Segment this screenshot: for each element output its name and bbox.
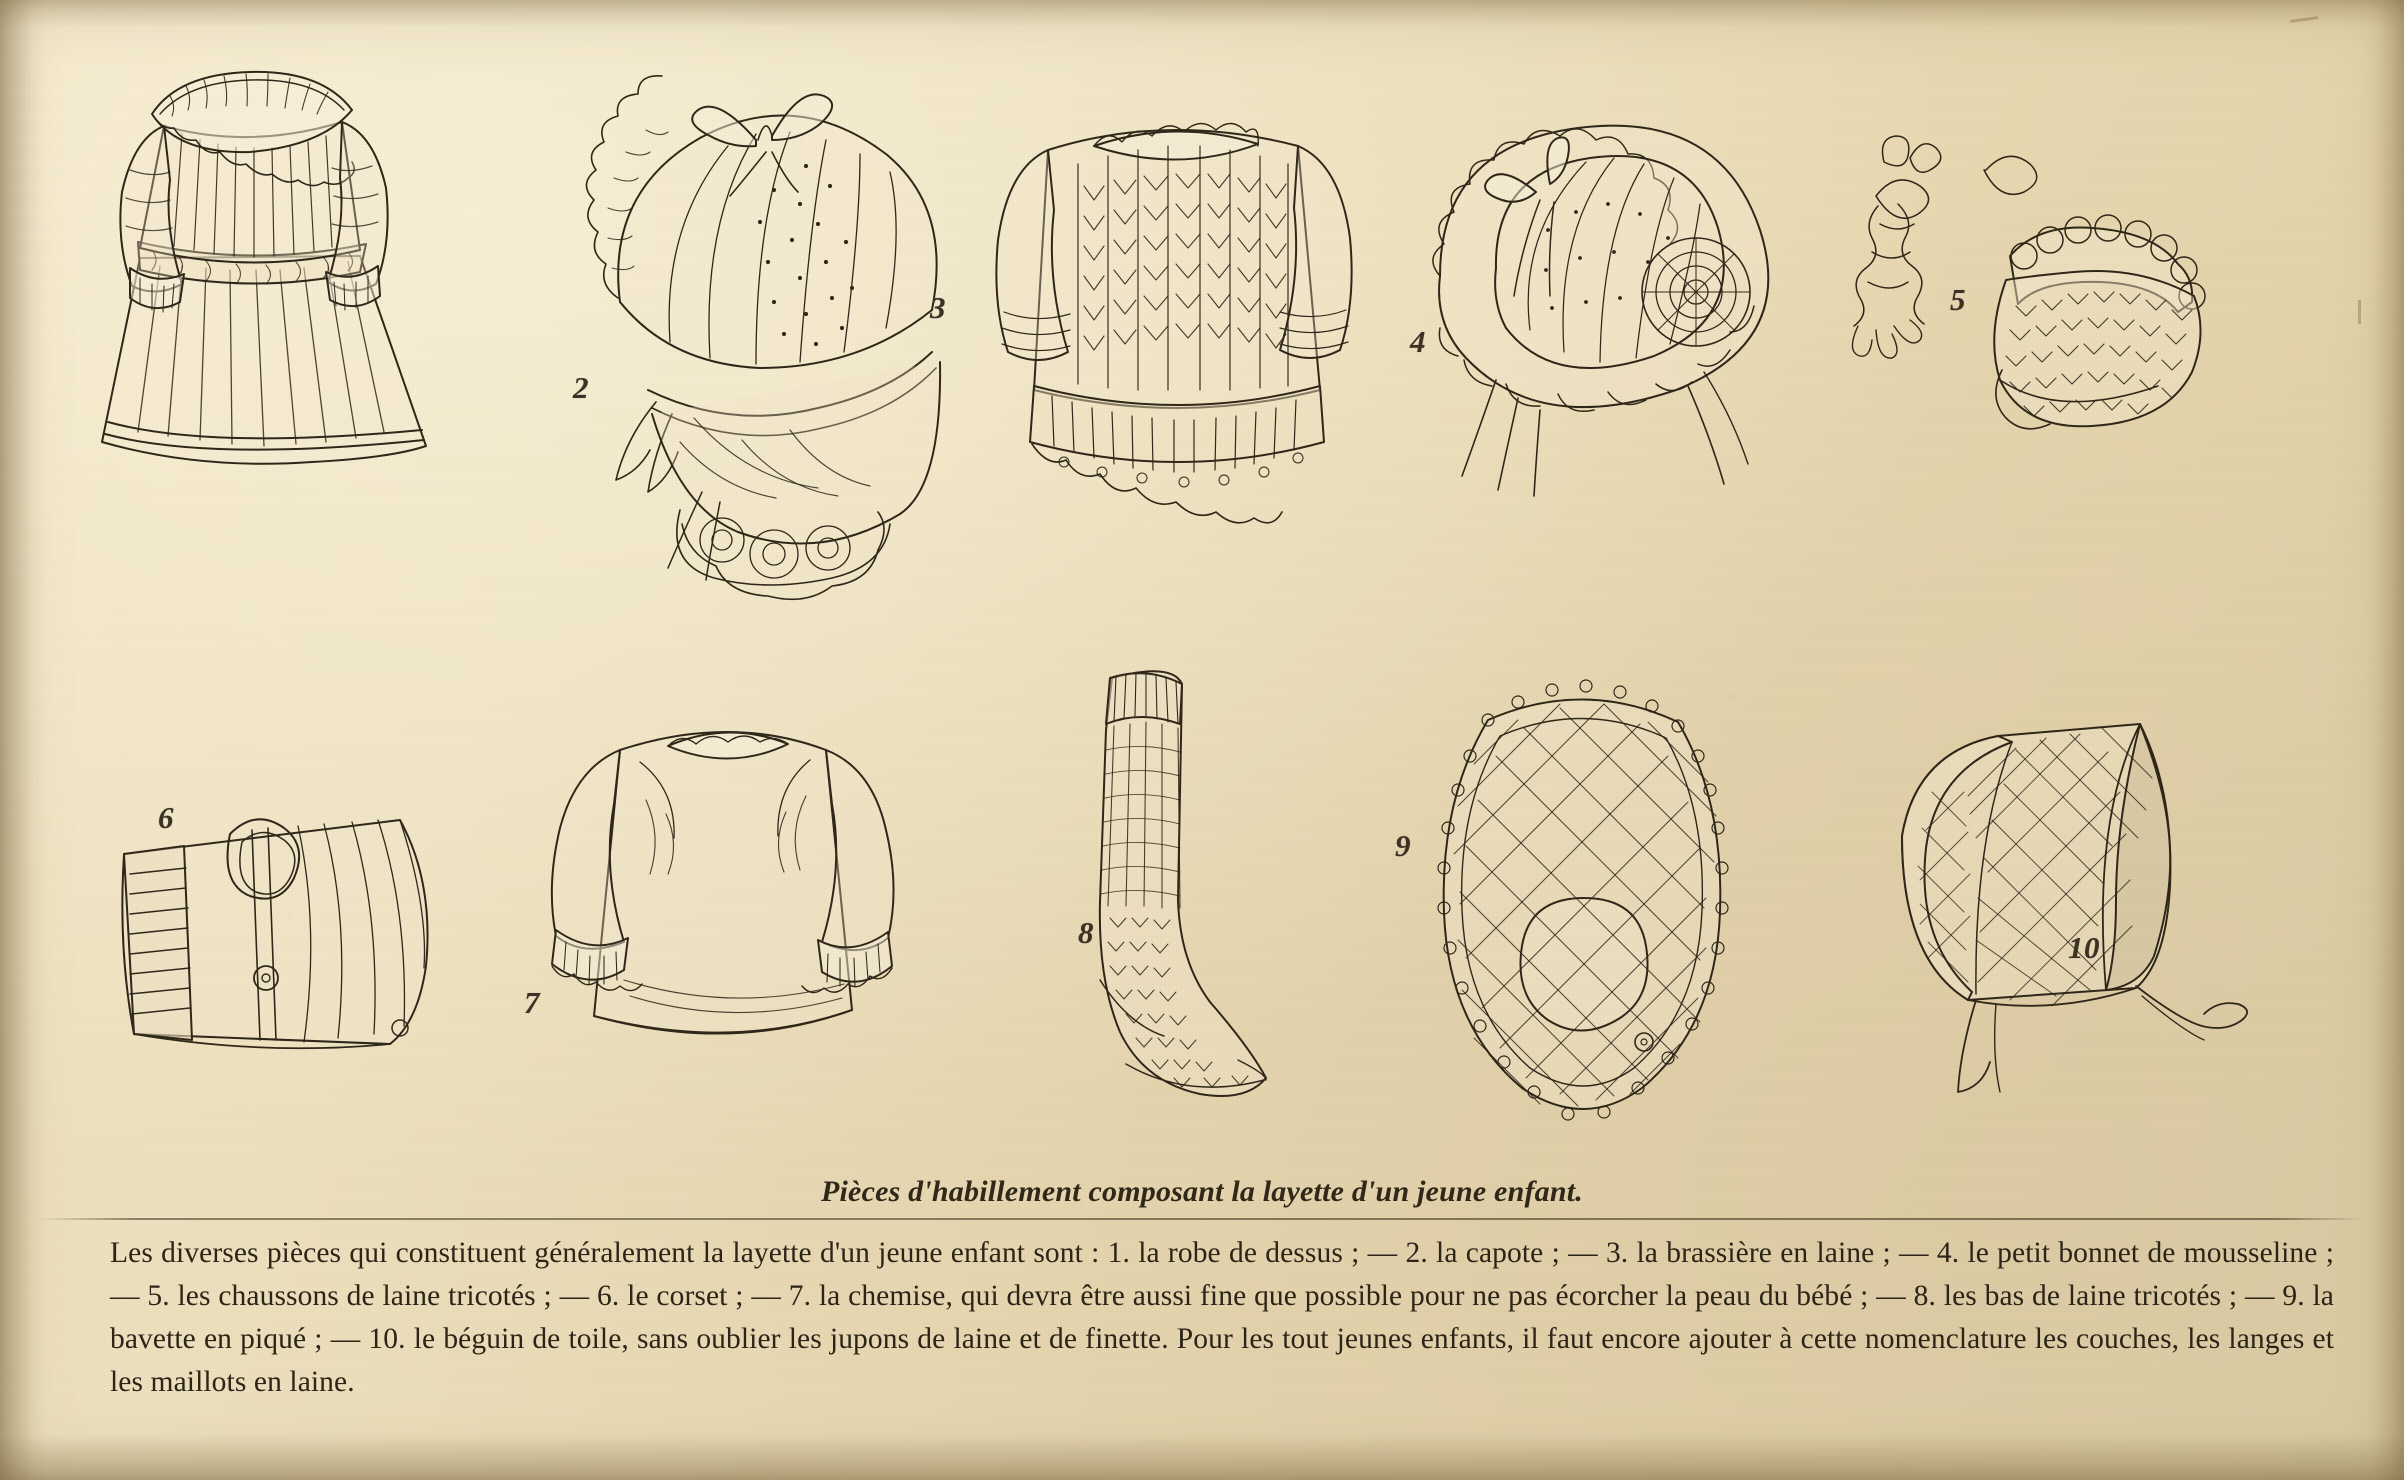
- figure-number-10: 10: [2068, 930, 2100, 965]
- figure-number-3: 3: [930, 290, 946, 325]
- plate-caption: Pièces d'habillement composant la layette d'un jeune enfant.: [821, 1175, 1583, 1208]
- figure-chaussons-de-laine: [1810, 130, 2230, 460]
- figure-number-4: 4: [1410, 324, 1426, 359]
- figure-brassiere-en-laine: [968, 90, 1388, 540]
- figure-bavette-en-pique: [1400, 660, 1770, 1150]
- figure-beguin-de-toile: [1840, 700, 2270, 1120]
- figure-capote: [560, 62, 1000, 632]
- figure-number-2: 2: [573, 370, 589, 405]
- figure-petit-bonnet-de-mousseline: [1400, 80, 1820, 540]
- figure-number-7: 7: [524, 985, 540, 1020]
- figure-corset: [100, 790, 460, 1110]
- bottom-edge-shadow: [0, 1434, 2404, 1480]
- figure-chemise: [520, 680, 940, 1120]
- figure-robe-de-dessus: [60, 30, 540, 490]
- body-paragraph: Les diverses pièces qui constituent généralement la layette d'un jeune enfant sont : 1. la robe de dessus ; — 2. la capote ; — 3. la brassière en laine ; — 4. le petit bonnet de mousseline ; — 5. les chaussons de laine tricotés ; — 6. le corset ; — 7. la chemise, qui devra être aussi fine que possible pour ne pas écorcher la peau du bébé ; — 8. les bas de laine tricotés ; — 9. la bavette en piqué ; — 10. le béguin de toile, sans oublier les jupons de laine et de finette. Pour les tout jeunes enfants, il faut encore ajouter à cette nomenclature les couches, les langes et les maillots en laine.: [110, 1237, 2334, 1398]
- figure-number-9: 9: [1395, 828, 1411, 863]
- body-text-block: [62, 1232, 2334, 1404]
- caption-rule: [40, 1218, 2364, 1220]
- figure-bas-de-laine: [1060, 650, 1350, 1120]
- figure-number-6: 6: [158, 800, 174, 835]
- figure-number-5: 5: [1950, 282, 1966, 317]
- figure-number-8: 8: [1078, 915, 1094, 950]
